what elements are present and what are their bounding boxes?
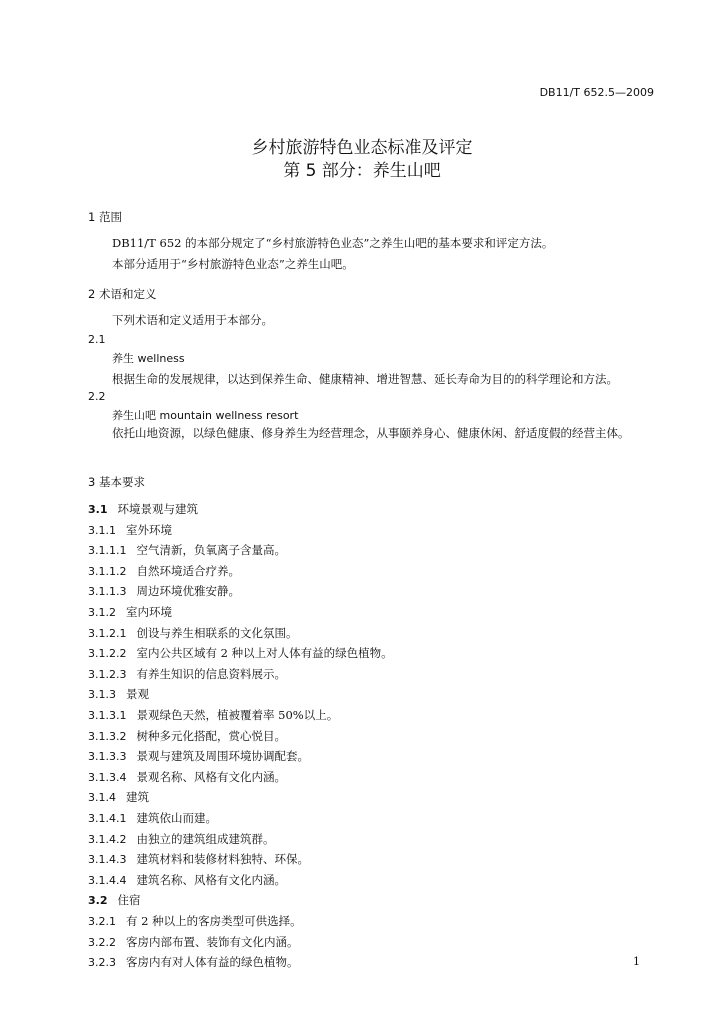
clause-number: 3.1.4.4 (88, 873, 127, 887)
clause-number: 3.2.1 (88, 915, 116, 928)
document-title: 乡村旅游特色业态标准及评定 (251, 138, 473, 158)
clause-row (88, 769, 286, 785)
clause-number: 3.1.1.1 (88, 544, 127, 558)
clause-row (88, 934, 299, 950)
section-2-heading: 2 术语和定义 (88, 287, 157, 301)
clause-text: 建筑材料和装修材料独特、环保。 (136, 852, 309, 867)
clause-number: 3.1.4.1 (88, 812, 127, 825)
clause-text: 有 2 种以上的客房类型可供选择。 (126, 914, 302, 928)
clause-number: 3.1.3.1 (88, 709, 127, 722)
clause-text: 周边环境优雅安静。 (136, 584, 240, 599)
clause-row (88, 583, 240, 599)
section-3-heading: 3 基本要求 (88, 475, 145, 489)
clause-number: 3.1 (88, 503, 108, 516)
clause-text: 树种多元化搭配，赏心悦目。 (136, 728, 286, 743)
clause-text: 景观名称、风格有文化内涵。 (136, 769, 286, 784)
clause-row (88, 542, 286, 558)
clause-text: 环境景观与建筑 (117, 502, 198, 516)
clause-text: 景观与建筑及周围环境协调配套。 (136, 749, 309, 764)
clause-number: 3.2 (88, 894, 108, 908)
clause-row (88, 913, 302, 929)
clause-row (88, 625, 297, 641)
term-2-1-label: 养生 wellness (112, 352, 185, 365)
section-2-paragraph-1: 下列术语和定义适用于本部分。 (112, 313, 273, 327)
clause-number: 3.1.2.3 (88, 667, 127, 681)
clause-row (88, 851, 309, 867)
clause-number: 3.2.2 (88, 935, 116, 949)
clause-text: 空气清新，负氧离子含量高。 (136, 543, 286, 558)
clause-row (88, 686, 149, 702)
section-1-paragraph-1: DB11/T 652 的本部分规定了“乡村旅游特色业态”之养生山吧的基本要求和评定方法。 (112, 236, 554, 250)
clause-row (88, 522, 172, 538)
clause-number: 3.1.2.2 (88, 647, 127, 661)
term-2-2-number: 2.2 (88, 390, 106, 403)
term-2-1-definition: 根据生命的发展规律，以达到保养生命、健康精神、增进智慧、延长寿命为目的的科学理论和方法。 (112, 372, 618, 386)
clause-row (88, 789, 149, 805)
clause-row (88, 954, 299, 970)
clause-text: 客房内部布置、装饰有文化内涵。 (126, 934, 299, 949)
clause-number: 3.2.3 (88, 956, 116, 970)
clause-number: 3.1.1 (88, 523, 116, 537)
clause-text: 室内环境 (126, 605, 172, 619)
standard-code: DB11/T 652.5—2009 (539, 86, 654, 99)
clause-row (88, 666, 286, 682)
clause-text: 有养生知识的信息资料展示。 (136, 666, 286, 681)
clause-text: 由独立的建筑组成建筑群。 (136, 831, 275, 846)
clause-row (88, 892, 141, 908)
clause-number: 3.1.3.2 (88, 729, 127, 743)
term-2-2-definition: 依托山地资源，以绿色健康、修身养生为经营理念，从事颐养身心、健康休闲、舒适度假的经营主体。 (112, 426, 630, 440)
clause-text: 景观绿色天然，植被覆着率 50%以上。 (136, 708, 339, 722)
clause-number: 3.1.4 (88, 791, 116, 805)
term-2-2-label: 养生山吧 mountain wellness resort (112, 409, 299, 422)
term-2-1-number: 2.1 (88, 333, 106, 346)
clause-text: 建筑名称、风格有文化内涵。 (136, 872, 286, 887)
clause-number: 3.1.2 (88, 606, 116, 619)
document-subtitle: 第 5 部分：养生山吧 (283, 161, 441, 181)
clause-text: 自然环境适合疗养。 (136, 563, 240, 578)
clause-text: 室外环境 (126, 522, 172, 537)
clause-text: 景观 (126, 687, 149, 702)
clause-text: 住宿 (117, 893, 141, 908)
clause-number: 3.1.3.4 (88, 770, 127, 784)
clause-text: 室内公共区域有 2 种以上对人体有益的绿色植物。 (136, 646, 393, 661)
clause-row (88, 563, 240, 579)
clause-text: 建筑依山而建。 (136, 811, 217, 825)
clause-number: 3.1.2.1 (88, 626, 127, 640)
clause-row (88, 831, 274, 847)
clause-row (88, 872, 286, 888)
clause-number: 3.1.1.2 (88, 564, 127, 578)
page-number: 1 (633, 955, 640, 968)
clause-row (88, 645, 393, 661)
clause-number: 3.1.1.3 (88, 585, 127, 599)
clause-text: 创设与养生相联系的文化氛围。 (136, 625, 298, 640)
clause-number: 3.1.4.2 (88, 832, 127, 846)
clause-number: 3.1.3.3 (88, 750, 127, 764)
clause-row (88, 604, 172, 620)
section-1-heading: 1 范围 (88, 210, 122, 224)
clause-row (88, 501, 198, 517)
section-1-paragraph-2: 本部分适用于“乡村旅游特色业态”之养生山吧。 (112, 257, 354, 271)
clause-row (88, 707, 338, 723)
clause-text: 建筑 (126, 790, 149, 805)
clause-row (88, 748, 309, 764)
clause-text: 客房内有对人体有益的绿色植物。 (126, 955, 299, 970)
clause-number: 3.1.4.3 (88, 853, 127, 867)
clause-row (88, 728, 286, 744)
clause-row (88, 810, 217, 826)
clause-number: 3.1.3 (88, 688, 116, 702)
